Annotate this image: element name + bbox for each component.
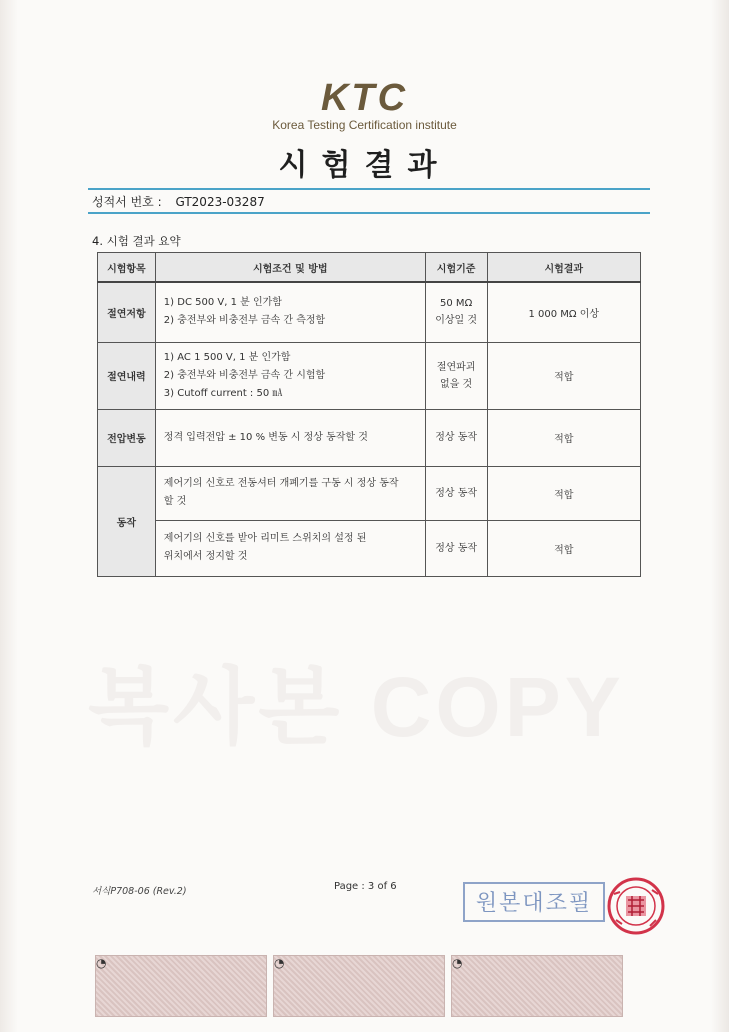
row-criterion <box>425 520 487 576</box>
row-result: 적합 <box>487 466 640 520</box>
condition-line: 제어기의 신호를 받아 리미트 스위치의 설정 된 <box>163 533 367 544</box>
corner-mark-icon: ◔ <box>96 956 107 970</box>
row-criterion <box>425 342 487 409</box>
row-result: 적합 <box>487 342 640 409</box>
top-divider <box>88 188 650 190</box>
condition-line: 제어기의 신호로 전동셔터 개폐기를 구동 시 정상 동작 <box>163 478 399 489</box>
row-conditions <box>155 409 425 466</box>
form-code: 서식P708-06 (Rev.2) <box>92 886 187 897</box>
page-number: Page : 3 of 6 <box>334 881 397 892</box>
ktc-logo <box>0 78 729 132</box>
row-criterion <box>425 466 487 520</box>
row-conditions <box>155 342 425 409</box>
logo-mark: KTC <box>320 77 409 119</box>
row-conditions <box>155 520 425 576</box>
row-item: 전압변동 <box>98 409 156 466</box>
condition-line: 1) AC 1 500 V, 1 분 인가함 <box>163 351 291 363</box>
table-row <box>98 282 641 342</box>
condition-line: 3) Cutoff current : 50 ㎃ <box>163 387 283 399</box>
section-title: 4. 시험 결과 요약 <box>92 234 181 248</box>
header-test-item: 시험항목 <box>98 253 156 283</box>
corner-mark-icon: ◔ <box>452 956 463 970</box>
row-item: 동작 <box>98 466 156 576</box>
condition-line: 2) 충전부와 비충전부 금속 간 측정함 <box>163 315 326 327</box>
logo-subtitle: Korea Testing Certification institute <box>272 118 457 132</box>
security-strip <box>95 955 267 1017</box>
table-row <box>98 466 641 520</box>
table-row <box>98 409 641 466</box>
row-conditions <box>155 282 425 342</box>
row-result: 1 000 MΩ 이상 <box>487 282 640 342</box>
row-criterion <box>425 409 487 466</box>
criterion-line: 절연파괴 <box>436 361 476 373</box>
header-conditions: 시험조건 및 방법 <box>155 253 425 283</box>
row-conditions <box>155 466 425 520</box>
header-criterion: 시험기준 <box>425 253 487 283</box>
certificate-label: 성적서 번호 : <box>92 195 162 209</box>
table-row <box>98 520 641 576</box>
table-row <box>98 342 641 409</box>
row-item: 절연저항 <box>98 282 156 342</box>
criterion-line: 정상 동작 <box>435 432 478 443</box>
condition-line: 2) 충전부와 비충전부 금속 간 시험함 <box>163 369 326 381</box>
bottom-divider <box>88 212 650 214</box>
criterion-line: 정상 동작 <box>435 542 478 554</box>
criterion-line: 이상일 것 <box>435 315 478 327</box>
condition-line: 1) DC 500 V, 1 분 인가함 <box>163 297 282 309</box>
certificate-number: GT2023-03287 <box>175 195 265 209</box>
criterion-line: 50 MΩ <box>440 298 473 310</box>
certificate-number-row <box>92 193 275 210</box>
criterion-line: 정상 동작 <box>435 487 478 499</box>
official-seal-icon <box>606 876 666 936</box>
header-result: 시험결과 <box>487 253 640 283</box>
results-table <box>97 252 641 577</box>
original-verified-stamp: 원본대조필 <box>463 882 605 922</box>
page-title: 시험결과 <box>278 148 451 183</box>
table-header-row <box>98 253 641 283</box>
security-strip <box>273 955 445 1017</box>
condition-line: 위치에서 정지할 것 <box>163 551 248 562</box>
condition-line: 정격 입력전압 ± 10 % 변동 시 정상 동작할 것 <box>163 431 368 443</box>
corner-mark-icon: ◔ <box>274 956 285 970</box>
row-item: 절연내력 <box>98 342 156 409</box>
row-result: 적합 <box>487 409 640 466</box>
security-strip <box>451 955 623 1017</box>
row-result: 적합 <box>487 520 640 576</box>
criterion-line: 없을 것 <box>440 378 473 390</box>
copy-watermark: 복사본 COPY <box>88 660 625 754</box>
row-criterion <box>425 282 487 342</box>
condition-line: 할 것 <box>163 496 187 507</box>
